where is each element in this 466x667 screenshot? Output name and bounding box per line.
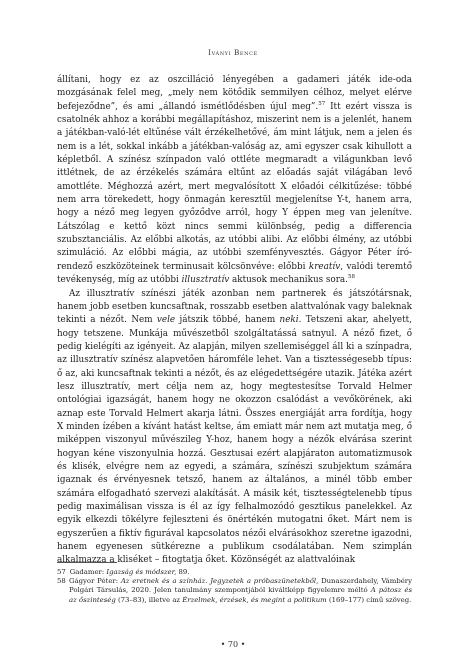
italic-run: Érzelmek, érzések, és megint a politikum: [182, 595, 327, 604]
page-number: • 70 •: [220, 640, 246, 649]
italic-run: kreatív: [308, 261, 341, 272]
footnote-divider: [57, 562, 117, 563]
footnotes: [57, 568, 412, 605]
text-run: aktusok mechanikus sora.: [229, 275, 348, 286]
italic-run: Igazság és módszer,: [106, 568, 177, 576]
footnote-text: [69, 577, 412, 605]
text-run: Gadamer:: [69, 568, 107, 576]
text-run: játszik többé, hanem: [175, 315, 280, 326]
text-run: (169–177) című szöveg.: [326, 595, 412, 604]
italic-run: A pátosz és az őszinteség: [69, 586, 413, 604]
text-run: , valódi teremtő tevékenység, míg az utóbbi: [57, 261, 413, 286]
text-run: Az illusztratív színészi játék azonban nem partnerek és játszótársnak, hanem jobb esetben kuncsaftnak, rosszabb esetben alattvalónak vagy baleknak tekinti a nézőt. Nem: [57, 288, 412, 326]
paragraph: [57, 288, 412, 568]
running-header: Iványi Bence: [208, 48, 258, 57]
italic-run: neki: [279, 315, 299, 326]
text-run: Dunaszerdahely, Vámbéry Polgári Társulás, 2020. Jelen tanulmány szempontjából kiváltképp figyelemre méltó: [69, 577, 412, 595]
text-run: . Tetszeni akar, ahelyett, hogy tetszene. Munkája művészetből szolgáltatássá satnyul. A néző fizet, ő pedig kielégíti az igényeit. Az alapján, milyen szellemiséggel áll ki a színpadra, az illusztratív színész alapvetően háromféle lehet. Van a tisztességesebb típus: ő az, aki kuncsaftnak tekinti a nézőt, és az elégedettségére utazik. Játéka azért lesz illusztratív, mert célja nem az, hogy megtestesítse Torvald Helmer ontológiai igazságát, hanem hogy ne okozzon csalódást a vevőkörének, aki aznap este Torvald Helmert akarja látni. Összes energiáját arra fordítja, hogy X minden ízében a kívánt hatást keltse, ám emiatt már nem azt mutatja meg, ő miképpen viszonyul művészileg Y-hoz, hanem hogy a nézők elvárása szerint hogyan kéne viszonyulnia hozzá. Gesztusai ezért alapjáraton automatizmusok és klisék, elvégre nem az egyedi, a számára, színészi szubjektum számára igaznak és érvényesnek tetsző, hanem az általános, a minél több ember számára elfogadható szervezi alakítását. A másik két, tisztességtelenebb típus pedig maximálisan vissza is él az így felhalmozódó gesztikus panelekkel. Az egyik elkezdi tökélyre fejleszteni és önértékén mutogatni őket. Márt nem is egyszerűen a fiktív figurával kapcsolatos nézői elvárásokhoz szeretne igazodni, hanem egyenesen sütkérezne a publikum csodálatában. Nem szimplán alkalmazza a kliséket – fitogtatja őket. Közönségét az alattvalóinak: [57, 315, 412, 566]
paragraph: [57, 74, 412, 288]
footnote-ref: 58: [347, 274, 355, 281]
italic-run: vele: [156, 315, 176, 326]
text-run: Itt ezért vissza is csatolnék ahhoz a korábbi megállapításhoz, miszerint nem is a jelenlét, hanem a játékban-való-lét eltűnése vált érzékelhetővé, ám mint látjuk, nem a jelen és nem is a lét, sokkal inkább a játékban-valóság az, ami egyszer csak kihullott a képletből. A színész színpadon való ottléte megmaradt a világunkban levő ittlétnek, de az érzékelés számára eltűnt az előadás saját világában levő amottléte. Méghozzá azért, mert megvalósított X előadói célkitűzése: többé nem arra törekedett, hogy önmagán keresztül megjelenítse Y-t, hanem arra, hogy a néző meg legyen győződve arról, hogy Y éppen meg van jelenítve. Látszólag e kettő közt nincs semmi különbség, pedig a differencia szubsztanciális. Az előbbi alkotás, az utóbbi alibi. Az előbbi élmény, az utóbbi szimuláció. Az előbbi mágia, az utóbbi szemfényvesztés. Gágyor Péter író-rendező eszközöteinek terminusait kölcsönvéve: előbbi: [57, 101, 412, 272]
footnote-number: 58: [57, 577, 66, 586]
footnote: [57, 577, 412, 605]
text-run: 89.: [176, 568, 190, 576]
text-run: állítani, hogy ez az oszcilláció lényegében a gadameri játék ide-oda mozgásának felel meg, „mely nem kötődik semmilyen célhoz, melyet elérve befejeződne”, és ami „állandó ismétlődésben újul meg”.: [57, 75, 412, 112]
footnote-text: [70, 568, 190, 577]
body-text: [57, 74, 412, 568]
italic-run: illusztratív: [181, 275, 230, 286]
footnote-number: 57: [57, 568, 66, 576]
footnote-ref: 57: [318, 100, 326, 107]
italic-run: Az eretnek és a színház. Jegyzetek a próbaszünetekből,: [120, 577, 319, 586]
footnote: [57, 568, 412, 577]
text-run: Gágyor Péter:: [69, 577, 121, 586]
text-run: (73–83), illetve az: [115, 595, 183, 604]
